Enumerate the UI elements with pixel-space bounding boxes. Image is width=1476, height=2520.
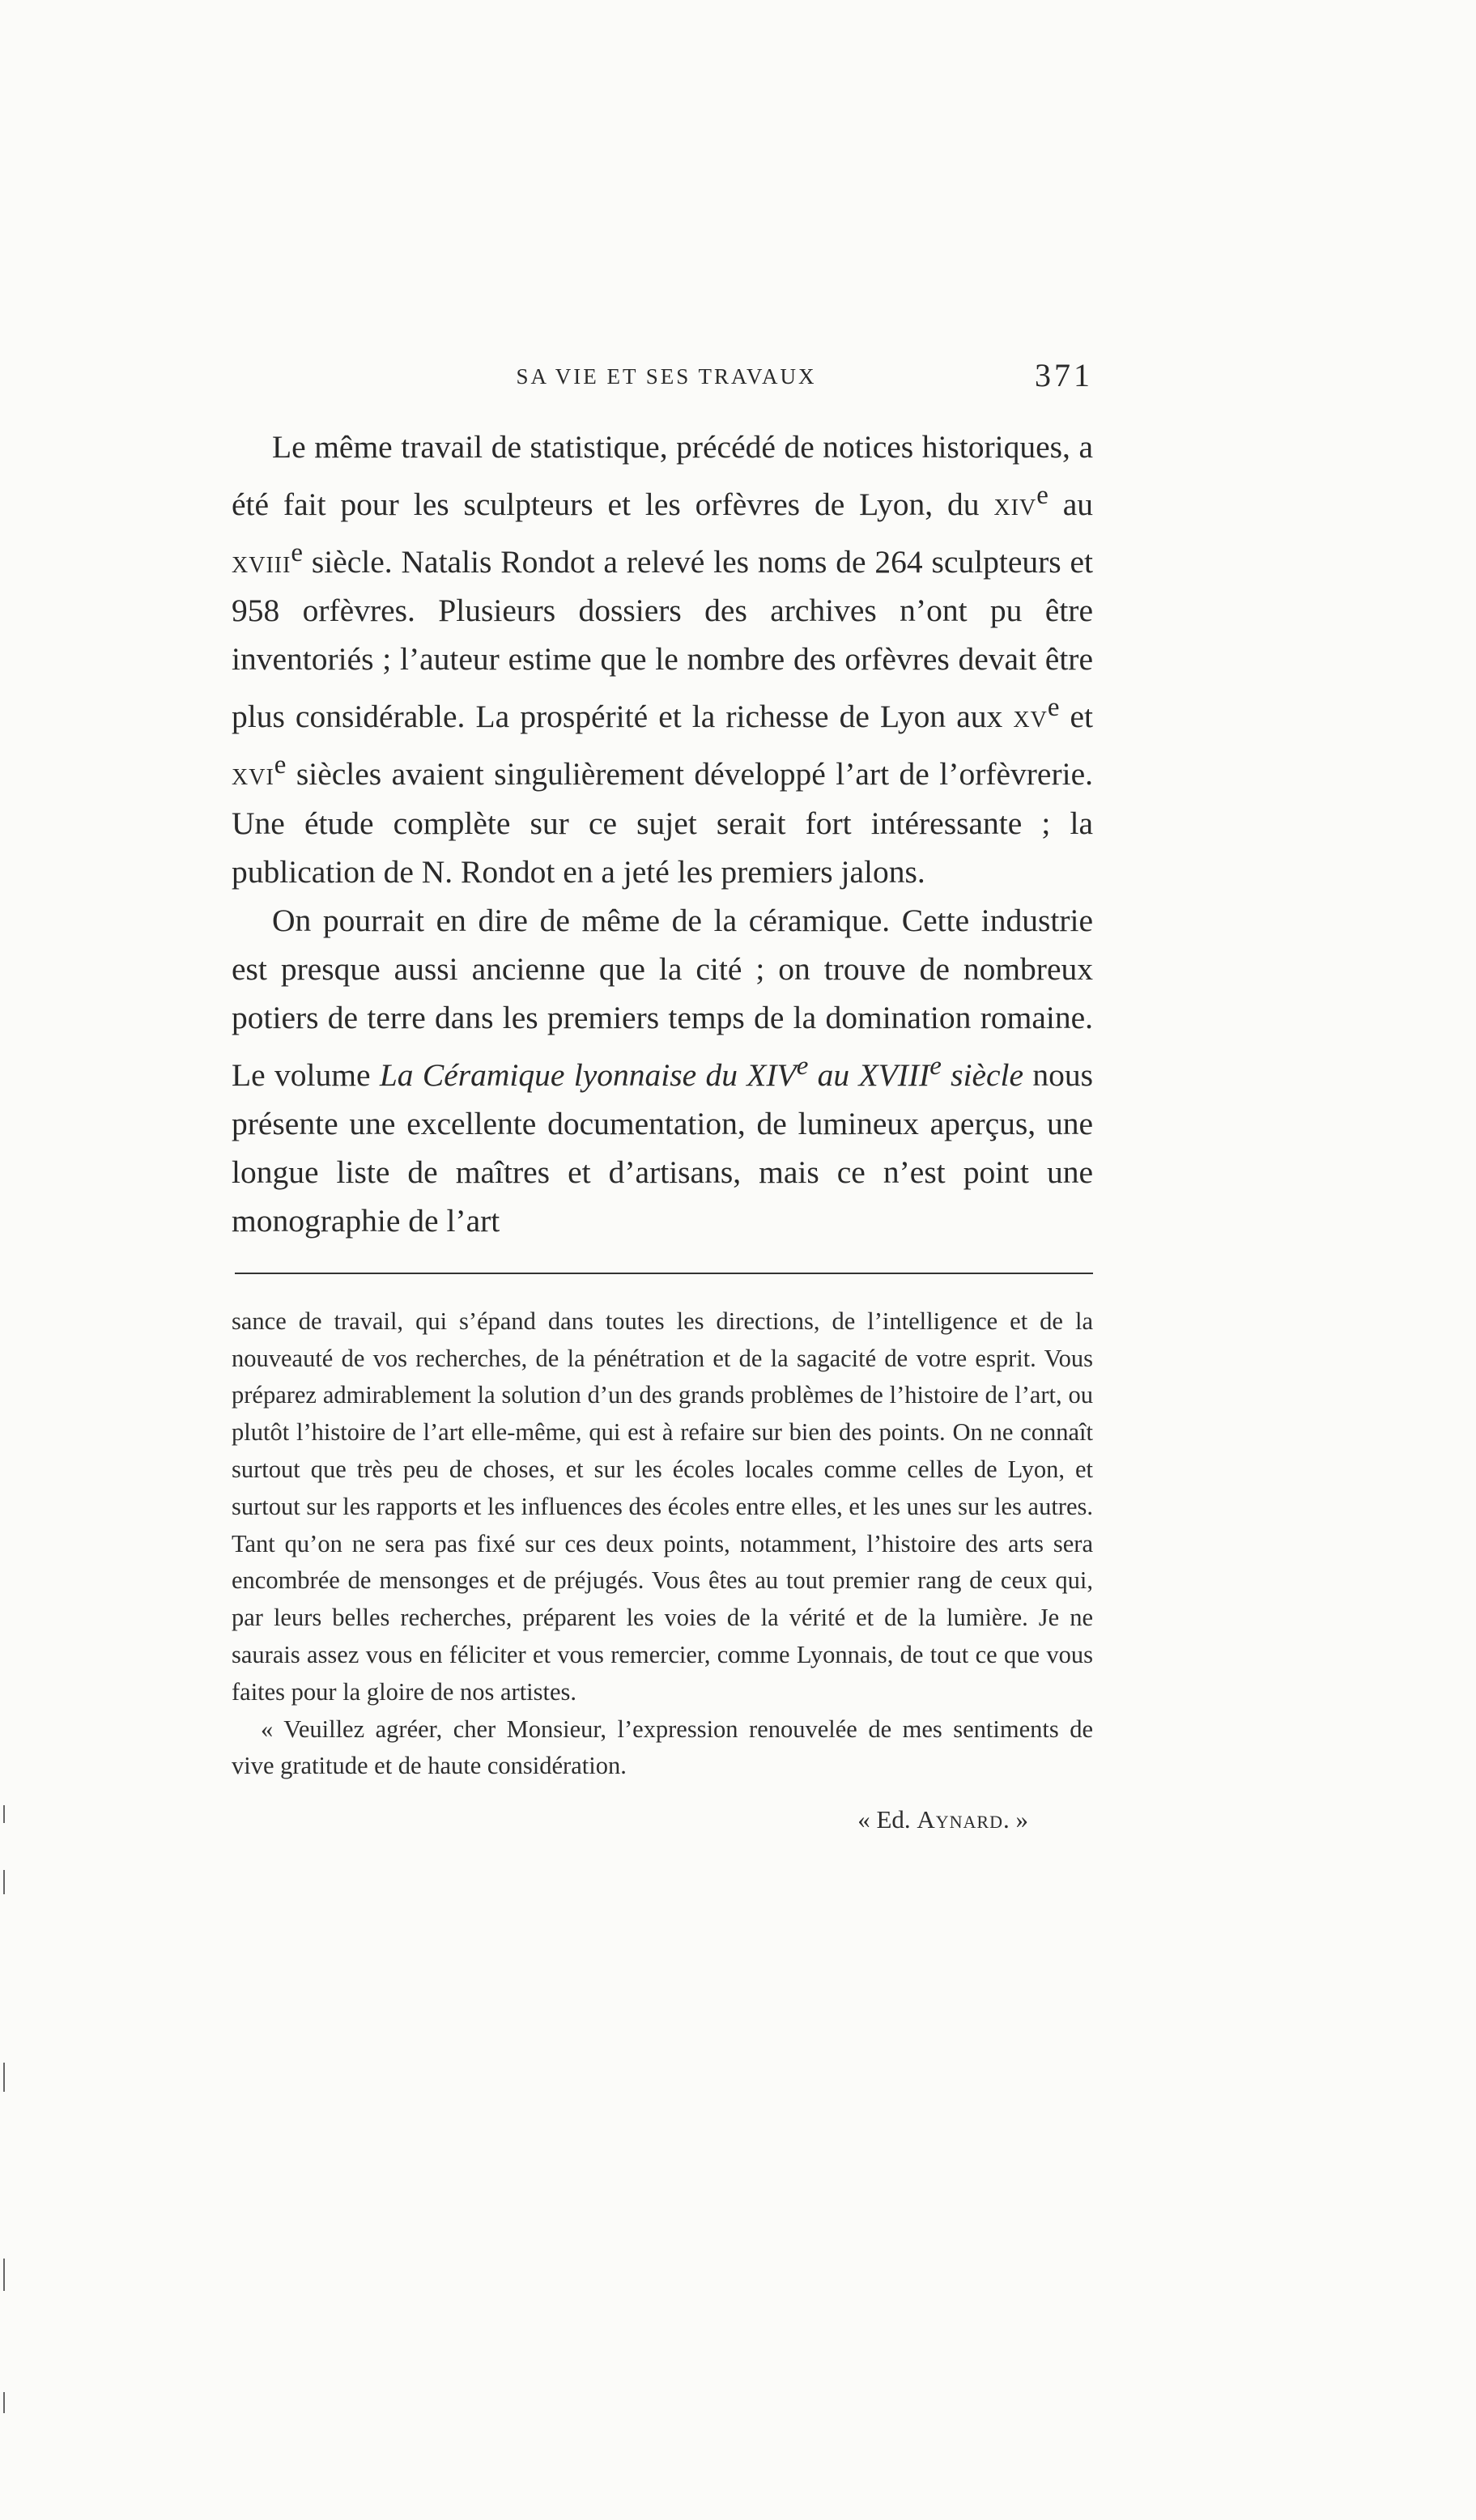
superscript: e — [1047, 693, 1060, 723]
margin-mark — [3, 1870, 5, 1894]
text-run: On pourrait en dire de même de la céramique. Cette industrie est presque aussi ancienne que la cité ; on trouve de nombreux potiers de terre dans les premiers temps de la domination romaine. Le volume — [232, 902, 1093, 1093]
text-run: Le même travail de statistique, précédé de notices historiques, a été fait pour les sculpteurs et les orfèvres de Lyon, du — [232, 429, 1093, 523]
signature: « Ed. Aynard. » — [857, 1805, 1028, 1834]
footnote-closing: « Veuillez agréer, cher Monsieur, l’expression renouvelée de mes sentiments de vive gratitude et de haute considération. — [232, 1715, 1093, 1780]
book-page — [232, 356, 1093, 1838]
margin-mark — [3, 1805, 5, 1823]
running-title: SA VIE ET SES TRAVAUX — [516, 364, 817, 389]
text-run: et — [1059, 699, 1093, 735]
footnote — [232, 1303, 1093, 1838]
text-run: nous présente une excellente documentation, de lumineux aperçus, une longue liste de maîtres et d’artisans, mais ce n’est point une monographie de l’art — [232, 1056, 1094, 1239]
century-numeral: xvi — [232, 756, 274, 793]
signature-name: Aynard — [917, 1805, 1003, 1834]
footnote-paragraph: sance de travail, qui s’épand dans toutes les directions, de l’intelligence et de la nouveauté de vos recherches, de la pénétration et de la sagacité de votre esprit. Vous préparez admirablement la solution d’un des grands problèmes de l’histoire de l’art, ou plutôt l’histoire de l’art elle-même, qui est à refaire sur bien des points. On ne connaît surtout que très peu de choses, et sur les écoles locales comme celles de Lyon, et surtout sur les rapports et les influences des écoles entre elles, et les unes sur les autres. Tant qu’on ne sera pas fixé sur ces deux points, notamment, l’histoire des arts sera encombrée de mensonges et de préjugés. Vous êtes au tout premier rang de ceux qui, par leurs belles recherches, préparent les voies de la vérité et de la lumière. Je ne saurais assez vous en féliciter et vous remercier, comme Lyonnais, de tout ce que vous faites pour la gloire de nos artistes. — [232, 1307, 1093, 1706]
text-run: siècle. Natalis Rondot a relevé les noms de 264 sculpteurs et 958 orfèvres. Plusieurs dossiers des archives n’ont pu être inventoriés ; l’auteur estime que le nombre des orfèvres devait être plus considérable. La prospérité et la richesse de Lyon aux — [232, 544, 1093, 735]
margin-mark — [3, 2392, 5, 2413]
century-numeral: xviii — [232, 544, 291, 580]
margin-mark — [3, 2063, 5, 2092]
page-number: 371 — [1035, 357, 1093, 393]
book-title: La Céramique lyonnaise du XIVe au XVIIIe siècle — [379, 1051, 1024, 1093]
text-run: au — [1048, 487, 1093, 523]
margin-mark — [3, 2259, 5, 2291]
superscript: e — [274, 750, 287, 780]
superscript: e — [291, 538, 304, 568]
footnote-rule — [235, 1273, 1093, 1274]
text-run: siècles avaient singulièrement développé l’art de l’orfèvrerie. Une étude complète sur ce sujet serait fort intéressante ; la publication de N. Rondot en a jeté les premiers jalons. — [232, 756, 1093, 890]
superscript: e — [1036, 481, 1049, 510]
century-numeral: xiv — [993, 487, 1037, 523]
running-head — [232, 356, 1093, 405]
main-text — [232, 423, 1093, 1245]
paragraph-statistique — [232, 423, 1093, 896]
century-numeral: xv — [1013, 699, 1048, 735]
paragraph-ceramique — [232, 896, 1093, 1245]
